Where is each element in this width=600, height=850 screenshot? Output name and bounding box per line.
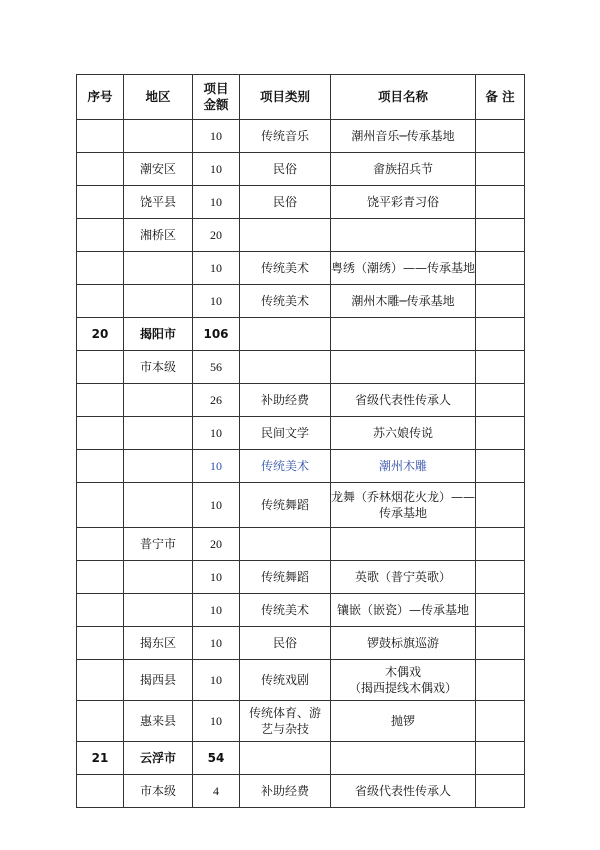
cell-region xyxy=(124,285,193,318)
cell-seq xyxy=(77,417,124,450)
cell-region xyxy=(124,594,193,627)
table-row xyxy=(77,252,525,285)
cell-amount: 10 xyxy=(193,483,240,528)
header-category: 项目类别 xyxy=(240,75,331,120)
table-row xyxy=(77,775,525,808)
cell-category: 传统音乐 xyxy=(240,120,331,153)
cell-seq xyxy=(77,561,124,594)
cell-category: 民俗 xyxy=(240,627,331,660)
cell-category xyxy=(240,219,331,252)
cell-seq xyxy=(77,186,124,219)
cell-seq xyxy=(77,252,124,285)
cell-remark xyxy=(476,219,525,252)
cell-seq xyxy=(77,120,124,153)
table-row xyxy=(77,219,525,252)
cell-remark xyxy=(476,483,525,528)
cell-remark xyxy=(476,561,525,594)
cell-amount: 10 xyxy=(193,450,240,483)
cell-category: 民间文学 xyxy=(240,417,331,450)
cell-seq xyxy=(77,483,124,528)
cell-remark xyxy=(476,285,525,318)
table-row xyxy=(77,120,525,153)
cell-amount: 10 xyxy=(193,252,240,285)
cell-category xyxy=(240,528,331,561)
cell-amount: 20 xyxy=(193,528,240,561)
cell-seq xyxy=(77,351,124,384)
cell-remark xyxy=(476,318,525,351)
table-row xyxy=(77,660,525,701)
cell-remark xyxy=(476,627,525,660)
cell-amount: 10 xyxy=(193,627,240,660)
cell-seq xyxy=(77,450,124,483)
cell-seq xyxy=(77,775,124,808)
cell-seq xyxy=(77,285,124,318)
cell-region: 市本级 xyxy=(124,775,193,808)
cell-name: 畲族招兵节 xyxy=(331,153,476,186)
cell-name: 抛锣 xyxy=(331,701,476,742)
cell-category: 民俗 xyxy=(240,153,331,186)
cell-seq xyxy=(77,153,124,186)
header-seq: 序号 xyxy=(77,75,124,120)
cell-region xyxy=(124,384,193,417)
cell-category: 民俗 xyxy=(240,186,331,219)
cell-region: 云浮市 xyxy=(124,742,193,775)
cell-remark xyxy=(476,450,525,483)
table-row xyxy=(77,153,525,186)
table-row xyxy=(77,561,525,594)
header-remark: 备 注 xyxy=(476,75,525,120)
cell-region xyxy=(124,561,193,594)
cell-category xyxy=(240,318,331,351)
cell-name: 省级代表性传承人 xyxy=(331,775,476,808)
table-row xyxy=(77,285,525,318)
cell-remark xyxy=(476,186,525,219)
table-row xyxy=(77,594,525,627)
cell-category: 传统美术 xyxy=(240,450,331,483)
cell-name: 潮州木雕─传承基地 xyxy=(331,285,476,318)
table-row xyxy=(77,417,525,450)
cell-category: 传统体育、游 艺与杂技 xyxy=(240,701,331,742)
cell-remark xyxy=(476,351,525,384)
cell-region: 市本级 xyxy=(124,351,193,384)
table-row xyxy=(77,528,525,561)
cell-amount: 10 xyxy=(193,561,240,594)
cell-name xyxy=(331,742,476,775)
cell-name: 苏六娘传说 xyxy=(331,417,476,450)
cell-amount: 10 xyxy=(193,285,240,318)
cell-remark xyxy=(476,775,525,808)
cell-seq xyxy=(77,701,124,742)
cell-seq: 21 xyxy=(77,742,124,775)
cell-category: 传统舞蹈 xyxy=(240,561,331,594)
cell-remark xyxy=(476,660,525,701)
cell-region: 揭阳市 xyxy=(124,318,193,351)
cell-amount: 10 xyxy=(193,153,240,186)
cell-name: 木偶戏 （揭西提线木偶戏） xyxy=(331,660,476,701)
cell-region: 湘桥区 xyxy=(124,219,193,252)
cell-category xyxy=(240,351,331,384)
cell-name xyxy=(331,219,476,252)
cell-amount: 10 xyxy=(193,701,240,742)
cell-seq xyxy=(77,627,124,660)
cell-amount: 10 xyxy=(193,660,240,701)
cell-region xyxy=(124,417,193,450)
cell-region xyxy=(124,450,193,483)
cell-remark xyxy=(476,742,525,775)
cell-category: 补助经费 xyxy=(240,384,331,417)
cell-name: 龙舞（乔林烟花火龙）—— 传承基地 xyxy=(331,483,476,528)
header-amount: 项目 金额 xyxy=(193,75,240,120)
cell-name: 潮州音乐─传承基地 xyxy=(331,120,476,153)
cell-amount: 10 xyxy=(193,417,240,450)
cell-seq xyxy=(77,219,124,252)
cell-seq xyxy=(77,528,124,561)
table-row xyxy=(77,384,525,417)
funding-table xyxy=(76,74,525,808)
cell-seq xyxy=(77,594,124,627)
cell-region xyxy=(124,483,193,528)
cell-category: 传统舞蹈 xyxy=(240,483,331,528)
cell-region: 潮安区 xyxy=(124,153,193,186)
cell-category xyxy=(240,742,331,775)
table-row xyxy=(77,701,525,742)
cell-name: 省级代表性传承人 xyxy=(331,384,476,417)
cell-amount: 26 xyxy=(193,384,240,417)
cell-name xyxy=(331,351,476,384)
header-name: 项目名称 xyxy=(331,75,476,120)
cell-remark xyxy=(476,528,525,561)
cell-name: 英歌（普宁英歌） xyxy=(331,561,476,594)
header-region: 地区 xyxy=(124,75,193,120)
table-row xyxy=(77,318,525,351)
cell-region: 揭东区 xyxy=(124,627,193,660)
cell-remark xyxy=(476,701,525,742)
cell-remark xyxy=(476,252,525,285)
cell-remark xyxy=(476,384,525,417)
cell-amount: 10 xyxy=(193,120,240,153)
cell-remark xyxy=(476,153,525,186)
cell-region xyxy=(124,120,193,153)
cell-name: 潮州木雕 xyxy=(331,450,476,483)
cell-amount: 4 xyxy=(193,775,240,808)
cell-name xyxy=(331,318,476,351)
cell-name: 锣鼓标旗巡游 xyxy=(331,627,476,660)
cell-amount: 56 xyxy=(193,351,240,384)
cell-name: 镶嵌（嵌瓷）—传承基地 xyxy=(331,594,476,627)
cell-remark xyxy=(476,594,525,627)
cell-amount: 10 xyxy=(193,186,240,219)
cell-region: 惠来县 xyxy=(124,701,193,742)
cell-region xyxy=(124,252,193,285)
cell-amount: 106 xyxy=(193,318,240,351)
header-row xyxy=(77,75,525,120)
table-row xyxy=(77,186,525,219)
table-row xyxy=(77,351,525,384)
cell-region: 揭西县 xyxy=(124,660,193,701)
cell-category: 传统美术 xyxy=(240,252,331,285)
table-row xyxy=(77,483,525,528)
cell-category: 传统美术 xyxy=(240,594,331,627)
table-row xyxy=(77,627,525,660)
cell-amount: 54 xyxy=(193,742,240,775)
cell-amount: 20 xyxy=(193,219,240,252)
cell-remark xyxy=(476,120,525,153)
cell-name: 粤绣（潮绣）——传承基地 xyxy=(331,252,476,285)
cell-seq: 20 xyxy=(77,318,124,351)
cell-category: 补助经费 xyxy=(240,775,331,808)
cell-name xyxy=(331,528,476,561)
cell-category: 传统美术 xyxy=(240,285,331,318)
table-row-highlighted xyxy=(77,450,525,483)
cell-region: 普宁市 xyxy=(124,528,193,561)
table-row xyxy=(77,742,525,775)
cell-category: 传统戏剧 xyxy=(240,660,331,701)
cell-seq xyxy=(77,384,124,417)
cell-amount: 10 xyxy=(193,594,240,627)
cell-name: 饶平彩青习俗 xyxy=(331,186,476,219)
cell-region: 饶平县 xyxy=(124,186,193,219)
cell-seq xyxy=(77,660,124,701)
cell-remark xyxy=(476,417,525,450)
